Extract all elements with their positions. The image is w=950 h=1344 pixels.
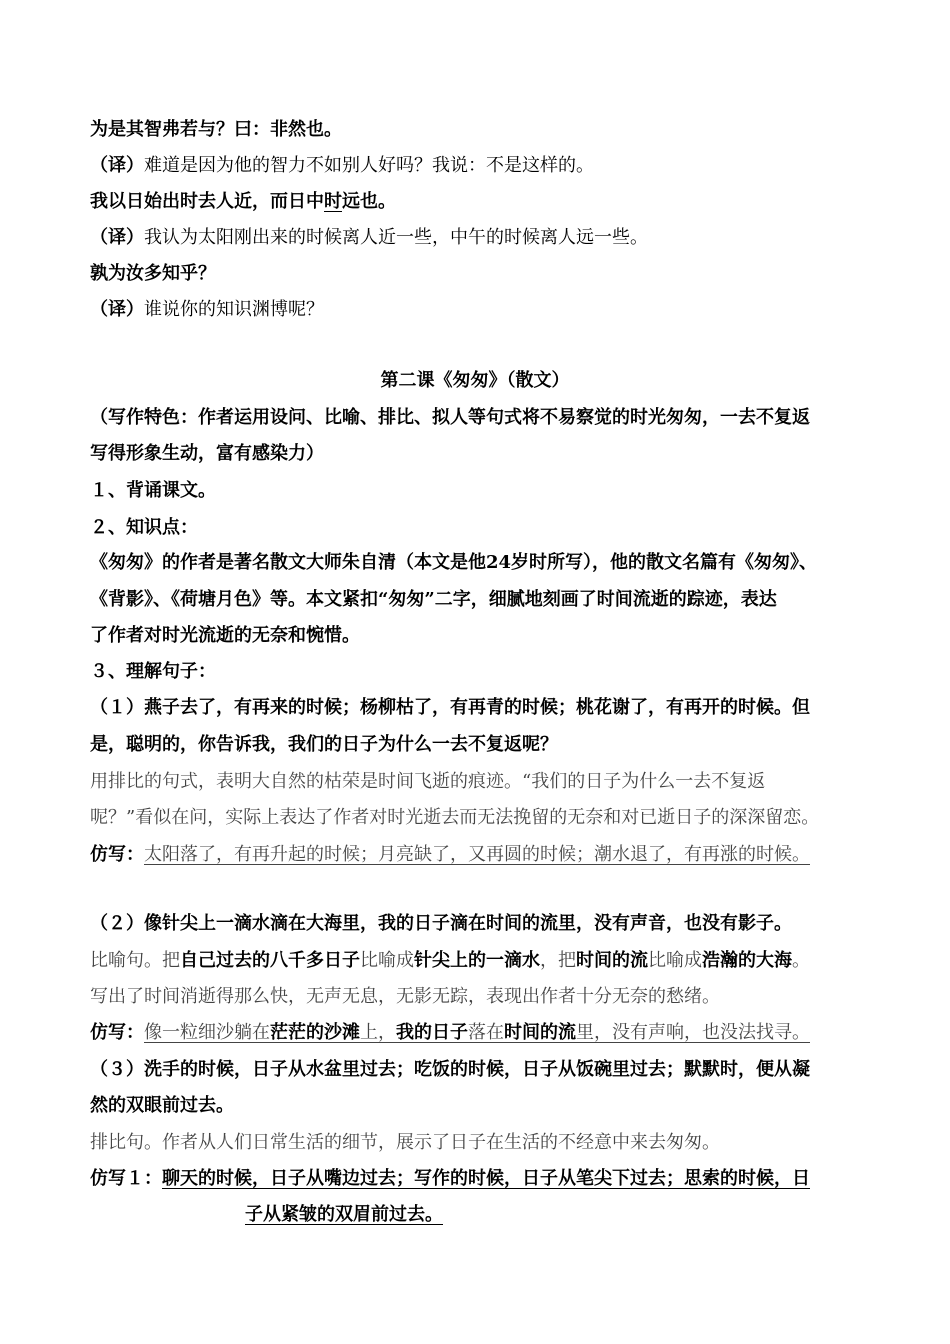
imitation-part: 落在 [468, 1022, 504, 1043]
knowledge-line-3: 了作者对时光流逝的无奈和惋惜。 [90, 625, 360, 646]
translation-label: （译） [90, 299, 144, 320]
sentence-1-analysis-1: 用排比的句式，表明大自然的枯荣是时间飞逝的痕迹。“我们的日子为什么一去不复返 [90, 771, 766, 792]
translation-text: 难道是因为他的智力不如别人好吗？我说：不是这样的。 [144, 155, 594, 176]
imitation-label: 仿写： [90, 844, 144, 865]
analysis-bold: 针尖上的一滴水 [414, 950, 540, 971]
sentence-1-imitation [90, 843, 810, 867]
translation-text: 谁说你的知识渊博呢？ [144, 299, 324, 320]
writing-feature-line-2: 写得形象生动，富有感染力） [90, 443, 324, 464]
sentence-3-imitation-line-2: 子从紧皱的双眉前过去。 [245, 1204, 443, 1225]
imitation-label: 仿写： [90, 1022, 144, 1043]
imitation-part: 上， [360, 1022, 396, 1043]
classical-sentence-3: 孰为汝多知乎？ [90, 263, 216, 284]
sentence-3-line-2: 然的双眼前过去。 [90, 1095, 234, 1116]
translation-3 [90, 298, 324, 322]
sentence-2-analysis-2: 写出了时间消逝得那么快，无声无息，无影无踪，表现出作者十分无奈的愁绪。 [90, 986, 720, 1007]
underlined-word: 时 [324, 191, 342, 212]
classical-sentence-2 [90, 190, 396, 214]
imitation-text [144, 1022, 810, 1043]
imitation-part: 像一粒细沙躺在 [144, 1022, 270, 1043]
sentence-1-line-2: 是，聪明的，你告诉我，我们的日子为什么一去不复返呢？ [90, 734, 558, 755]
analysis-part: ，把 [540, 950, 576, 971]
knowledge-line-2: 《背影》、《荷塘月色》等。本文紧扣“匆匆”二字，细腻地刻画了时间流逝的踪迹，表达 [90, 589, 777, 610]
knowledge-line-1: 《匆匆》的作者是著名散文大师朱自清（本文是他24岁时所写），他的散文名篇有《匆匆》、 [90, 552, 818, 573]
sentence-1-analysis-2: 呢？”看似在问，实际上表达了作者对时光逝去而无法挽留的无奈和对已逝日子的深深留恋。 [90, 807, 820, 828]
sentence-part: 远也。 [342, 191, 396, 212]
analysis-bold: 自己过去的八千多日子 [180, 950, 360, 971]
analysis-bold: 时间的流 [576, 950, 648, 971]
analysis-part: 比喻成 [360, 950, 414, 971]
translation-2 [90, 226, 648, 250]
lesson-title: 第二课《匆匆》（散文） [380, 370, 570, 391]
sentence-2-analysis-1 [90, 949, 810, 973]
item-1: １、背诵课文。 [90, 480, 216, 501]
imitation-bold: 茫茫的沙滩 [270, 1022, 360, 1043]
analysis-bold: 浩瀚的大海 [702, 950, 792, 971]
sentence-1-line-1: （１）燕子去了，有再来的时候；杨柳枯了，有再青的时候；桃花谢了，有再开的时候。但 [90, 697, 810, 718]
translation-text: 我认为太阳刚出来的时候离人近一些，中午的时候离人远一些。 [144, 227, 648, 248]
analysis-part: 比喻句。把 [90, 950, 180, 971]
imitation-text: 太阳落了，有再升起的时候；月亮缺了，又再圆的时候；潮水退了，有再涨的时候。 [144, 844, 810, 865]
sentence-3-line-1: （３）洗手的时候，日子从水盆里过去；吃饭的时候，日子从饭碗里过去；默默时，便从凝 [90, 1059, 810, 1080]
sentence-2: （２）像针尖上一滴水滴在大海里，我的日子滴在时间的流里，没有声音，也没有影子。 [90, 913, 792, 934]
imitation-bold: 时间的流 [504, 1022, 576, 1043]
sentence-3-analysis: 排比句。作者从人们日常生活的细节，展示了日子在生活的不经意中来去匆匆。 [90, 1132, 720, 1153]
sentence-part: 我以日始出时去人近，而日中 [90, 191, 324, 212]
analysis-part: 比喻成 [648, 950, 702, 971]
sentence-2-imitation [90, 1021, 810, 1045]
translation-1 [90, 154, 594, 178]
item-3: ３、理解句子： [90, 661, 216, 682]
translation-label: （译） [90, 227, 144, 248]
imitation-label: 仿写１： [90, 1168, 162, 1189]
analysis-part: 。 [792, 950, 810, 971]
writing-feature-line-1: （写作特色：作者运用设问、比喻、排比、拟人等句式将不易察觉的时光匆匆，一去不复返 [90, 407, 810, 428]
imitation-bold: 我的日子 [396, 1022, 468, 1043]
imitation-part: 里，没有声响，也没法找寻。 [576, 1022, 810, 1043]
sentence-3-imitation-line-1 [90, 1167, 810, 1191]
translation-label: （译） [90, 155, 144, 176]
imitation-text: 聊天的时候，日子从嘴边过去；写作的时候，日子从笔尖下过去；思索的时候，日 [162, 1168, 810, 1189]
item-2: ２、知识点： [90, 517, 198, 538]
classical-sentence-1: 为是其智弗若与？曰：非然也。 [90, 119, 342, 140]
